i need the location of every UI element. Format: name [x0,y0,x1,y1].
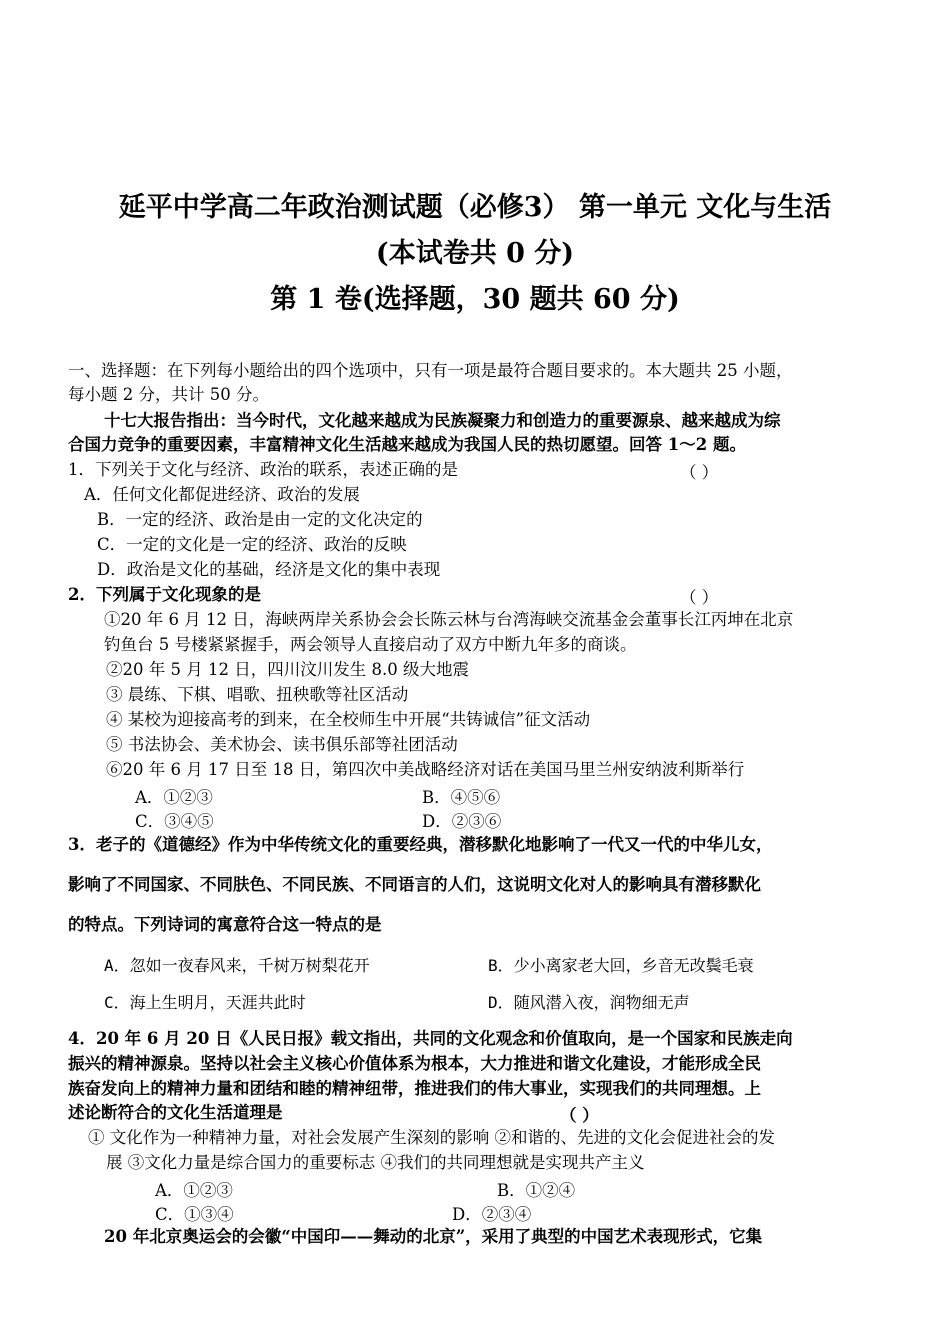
q1-stem: 1．下列关于文化与经济、政治的联系，表述正确的是 [68,460,458,479]
exam-title: 延平中学高二年政治测试题（必修3） 第一单元 文化与生活 [118,192,832,223]
intro-1-2-line-1: 十七大报告指出：当今时代，文化越来越成为民族凝聚力和创造力的重要源泉、越来越成为综 [104,411,781,430]
q3-option-c: C．海上生明月，天涯共此时 [104,993,306,1012]
q4-stem-line-3: 族奋发向上的精神力量和团结和睦的精神纽带，推进我们的伟大事业，实现我们的共同理想。上 [68,1079,761,1098]
q4-stem-line-2: 振兴的精神源泉。坚持以社会主义核心价值体系为根本，大力推进和谐文化建设，才能形成全民 [68,1054,761,1073]
q4-item-line-1: ① 文化作为一种精神力量，对社会发展产生深刻的影响 ②和谐的、先进的文化会促进社会的发 [88,1128,775,1147]
q1-option-b: B．一定的经济、政治是由一定的文化决定的 [97,510,423,529]
q4-stem-line-1: 4．20 年 6 月 20 日《人民日报》载文指出，共同的文化观念和价值取向，是一个国家和民族走向 [68,1029,793,1048]
q3-stem-line-1: 3．老子的《道德经》作为中华传统文化的重要经典，潜移默化地影响了一代又一代的中华儿女， [68,835,773,854]
q2-item-1-line-1: ①20 年 6 月 12 日，海峡两岸关系协会会长陈云林与台湾海峡交流基金会董事长江丙坤在北京 [104,610,794,629]
q4-answer-paren: （ ） [560,1106,599,1125]
q1-answer-paren: （ ） [680,463,719,482]
q2-option-c: C．③④⑤ [135,812,214,831]
q2-answer-paren: （ ） [680,588,719,607]
q2-item-6: ⑥20 年 6 月 17 日至 18 日，第四次中美战略经济对话在美国马里兰州安纳波利斯举行 [106,760,745,779]
q4-option-c: C．①③④ [155,1205,234,1224]
q1-option-a: A．任何文化都促进经济、政治的发展 [84,485,360,504]
q1-option-c: C．一定的文化是一定的经济、政治的反映 [97,535,407,554]
exam-subtitle: (本试卷共 0 分) [375,238,575,269]
intro-5-line-1: 20 年北京奥运会的会徽“中国印——舞动的北京”，采用了典型的中国艺术表现形式，它集 [104,1227,763,1246]
q3-stem-line-2: 影响了不同国家、不同肤色、不同民族、不同语言的人们，这说明文化对人的影响具有潜移默化 [68,875,761,894]
q2-option-b: B．④⑤⑥ [422,788,501,807]
q2-option-a: A．①②③ [135,788,213,807]
q2-option-d: D．②③⑥ [422,812,502,831]
q1-option-d: D．政治是文化的基础，经济是文化的集中表现 [97,560,441,579]
q2-item-4: ④ 某校为迎接高考的到来，在全校师生中开展“共铸诚信”征文活动 [106,710,591,729]
q2-item-3: ③ 晨练、下棋、唱歌、扭秧歌等社区活动 [106,685,409,704]
q4-option-b: B．①②④ [497,1181,576,1200]
intro-1-2-line-2: 合国力竞争的重要因素，丰富精神文化生活越来越成为我国人民的热切愿望。回答 1～2 题。 [68,435,746,454]
instructions-line-2: 每小题 2 分，共计 50 分。 [68,385,269,404]
q3-option-b: B．少小离家老大回，乡音无改鬓毛衰 [488,956,754,975]
q2-item-5: ⑤ 书法协会、美术协会、读书俱乐部等社团活动 [106,735,458,754]
q4-option-d: D．②③④ [452,1205,532,1224]
section-title: 第 1 卷(选择题，30 题共 60 分) [270,284,680,315]
q3-stem-line-3: 的特点。下列诗词的寓意符合这一特点的是 [68,915,382,934]
instructions-line-1: 一、选择题：在下列每小题给出的四个选项中，只有一项是最符合题目要求的。本大题共 25 小题， [68,361,793,380]
q2-item-2: ②20 年 5 月 12 日，四川汶川发生 8.0 级大地震 [106,660,469,679]
q3-option-a: A．忽如一夜春风来，千树万树梨花开 [104,956,370,975]
q2-item-1-line-2: 钓鱼台 5 号楼紧紧握手，两会领导人直接启动了双方中断九年多的商谈。 [104,635,637,654]
q4-option-a: A．①②③ [155,1181,233,1200]
q3-option-d: D．随风潜入夜，润物细无声 [488,993,690,1012]
q2-stem: 2．下列属于文化现象的是 [68,585,261,604]
q4-item-line-2: 展 ③文化力量是综合国力的重要标志 ④我们的共同理想就是实现共产主义 [106,1153,645,1172]
q4-stem-line-4: 述论断符合的文化生活道理是 [68,1103,283,1122]
